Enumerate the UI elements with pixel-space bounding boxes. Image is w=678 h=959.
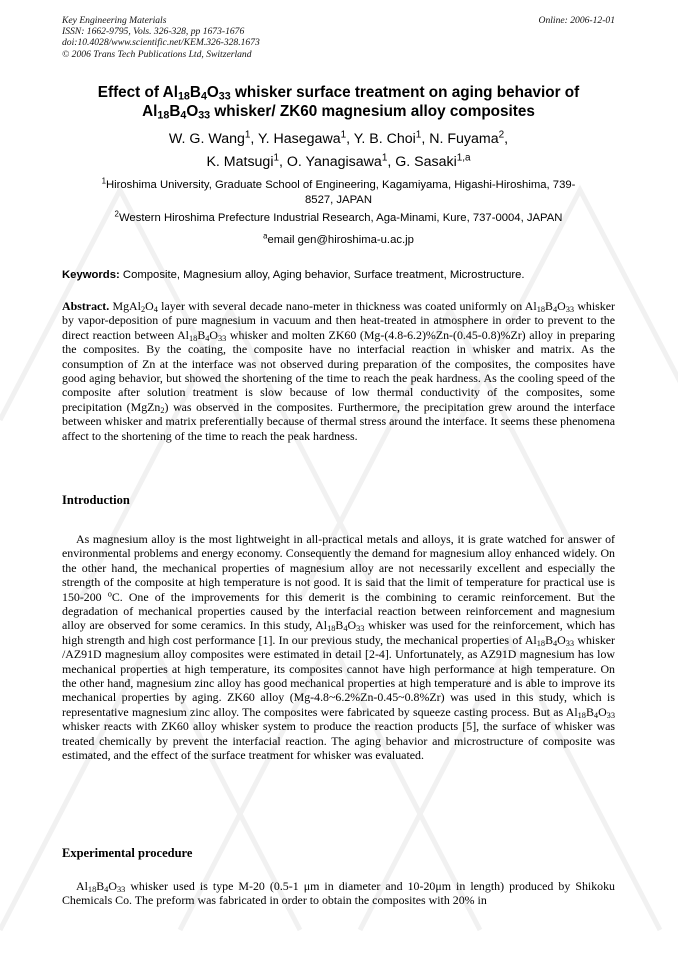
issn-line: ISSN: 1662-9795, Vols. 326-328, pp 1673-1676 (62, 26, 245, 38)
journal-header (62, 15, 615, 60)
keywords-label: Keywords: (62, 269, 120, 281)
experimental-paragraph: $Al_{18}B_4O_{33}$ whisker used is type M-20 (0.5-1 μm in diameter and 10-20μm in length) produced by Shikoku Chemicals Co. The preform was fabricated in order to obtain the composites with 20% in (62, 879, 615, 908)
doi-line: doi:10.4028/www.scientific.net/KEM.326-328.1673 (62, 37, 260, 49)
copyright-line: © 2006 Trans Tech Publications Ltd, Switzerland (62, 48, 252, 60)
author-line-2: K. Matsugi$^1$, O. Yanagisawa$^1$, G. Sasaki$^{1,a}$ (206, 152, 471, 170)
online-date: Online: 2006-12-01 (538, 15, 615, 26)
affiliation-2: $^2$Western Hiroshima Prefecture Industrial Research, Aga-Minami, Kure, 737-0004, JAPAN (114, 209, 563, 224)
abstract: Abstract. $MgAl_2O_4$ layer with several decade nano-meter in thickness was coated uniformly on $Al_{18}B_4O_{33}$ whisker by vapor-deposition of pure magnesium in vacuum and then heat-treated in atmosphere in order to prevent to the direct reaction between $Al_{18}B_4O_{33}$ whisker and molten ZK60 (Mg-(4.8-6.2)%Zn-(0.45-0.8)%Zr) alloy in preparing the composites. By the coating, the composite have no interfacial reaction in whisker and matrix. As the consumption of Zn at the interface was not observed during preparation of the composites, the composites have good aging behavior, but showed the shortening of the time to reach the peak hardness. As the cooling speed of the composite after solution treatment is slow because of low thermal conductivity of the composites, some precipitation (MgZn$_2$) was observed in the composites. Furthermore, the precipitation grew around the interface between whisker and matrix preferentially because of thermal stress around the interface. It seems these phenomena affect to the shortening of the time to reach the peak hardness. (62, 299, 615, 443)
paper-title (62, 83, 615, 121)
keywords-text: Composite, Magnesium alloy, Aging behavior, Surface treatment, Microstructure. (119, 269, 525, 281)
title-line-2: $Al_{18}B_4O_{33}$ whisker/ ZK60 magnesium alloy composites (142, 103, 535, 122)
section-heading-introduction: Introduction (62, 493, 130, 507)
email-line: $^a$email gen@hiroshima-u.ac.jp (263, 231, 414, 246)
author-list (62, 128, 615, 174)
journal-name: Key Engineering Materials (62, 15, 167, 26)
author-line-1: W. G. Wang$^1$, Y. Hasegawa$^1$, Y. B. Choi$^1$, N. Fuyama$^2$, (168, 129, 509, 147)
abstract-label: Abstract. (62, 299, 110, 313)
affiliation-1: $^1$Hiroshima University, Graduate School of Engineering, Kagamiyama, Higashi-Hiroshima, 739- 8527, JAPAN (101, 176, 576, 206)
introduction-paragraph: As magnesium alloy is the most lightweight in all-practical metals and alloys, it is grate watched for answer of environmental problems and energy economy. Consequently the demand for magnesium alloy enhanced widely. On the other hand, the mechanical properties of magnesium alloy are not necessarily excellent and especially the strength of the composite at high temperature is not good. It is said that the limit of temperature for practical use is 150-200 $^o$C. One of the improvements for this demerit is the combining to ceramic reinforcement. But the degradation of mechanical properties caused by the interfacial reaction between reinforcement and magnesium alloy are observed for some ceramics. In this study, $Al_{18}B_4O_{33}$ whisker was used for the reinforcement, which has high strength and high cost performance [1]. In our previous study, the mechanical properties of $Al_{18}B_4O_{33}$ whisker /AZ91D magnesium alloy composites were estimated in detail [2-4]. Unfortunately, as AZ91D magnesium has low mechanical properties at high temperature, its composites cannot have high performance at high temperature. On the other hand, magnesium zinc alloy has good mechanical properties at high temperature and is able to improve its mechanical properties by aging. ZK60 alloy (Mg-4.8~6.2%Zn-0.45~0.8%Zr) was used in this study, which is representative magnesium zinc alloy. The composites were fabricated by squeeze casting process. But as $Al_{18}B_4O_{33}$ whisker reacts with ZK60 alloy whisker system to produce the reaction products [5], the surface of whisker was treated chemically by prevent the interfacial reaction. The aging behavior and microstructure of composite was estimated, and the effect of the surface treatment for whisker was evaluated. (62, 532, 615, 763)
keywords (62, 268, 615, 283)
section-heading-experimental: Experimental procedure (62, 846, 193, 860)
title-line-1: Effect of $Al_{18}B_4O_{33}$ whisker surface treatment on aging behavior of (97, 84, 580, 103)
